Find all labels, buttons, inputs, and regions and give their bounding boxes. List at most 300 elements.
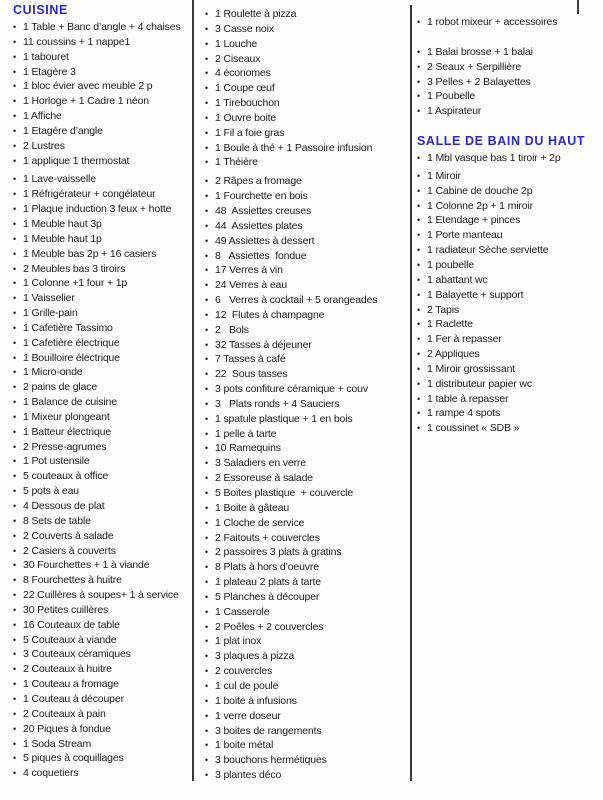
bullet-icon: • <box>13 308 17 319</box>
bullet-icon: • <box>205 384 209 395</box>
bullet-icon: • <box>417 274 421 285</box>
item-text: 4 économes <box>215 67 271 80</box>
bullet-icon: • <box>13 693 17 704</box>
list-item <box>205 412 405 427</box>
list-item <box>205 501 405 516</box>
item-text: 1 cul de poule <box>215 679 279 692</box>
item-text: 5 Boites plastique + couvercle <box>215 487 354 499</box>
list-item <box>13 202 194 217</box>
item-text: 1 Etagère 3 <box>23 65 76 78</box>
bullet-icon: • <box>13 322 17 333</box>
bullet-icon: • <box>205 502 209 513</box>
column-3-block-0 <box>417 15 603 30</box>
list-item <box>13 558 194 573</box>
list-item <box>205 545 405 560</box>
list-item <box>417 15 603 30</box>
bullet-icon: • <box>205 295 209 306</box>
item-text: 2 Poêles + 2 couvercles <box>215 620 324 633</box>
list-item <box>205 352 405 367</box>
bullet-icon: • <box>13 649 17 660</box>
item-text: 10 Ramequins <box>215 442 281 455</box>
column-divider-2 <box>410 5 412 781</box>
section-header-cuisine: CUISINE <box>13 3 68 17</box>
item-text: 1 rampe 4 spots <box>427 407 501 420</box>
item-text: 1 pelle à tarte <box>215 427 277 440</box>
item-text: 5 pots à eau <box>23 485 79 498</box>
item-text: 1 Miroir grossissant <box>427 362 516 375</box>
list-item <box>13 139 194 154</box>
item-text: 1 abattant wc <box>427 273 488 286</box>
item-text: 1 Cafetière électrique <box>23 336 120 349</box>
item-text: 1 Pot ustensile <box>23 455 90 468</box>
list-item <box>205 397 405 412</box>
list-item <box>417 184 603 199</box>
bullet-icon: • <box>13 140 17 151</box>
list-item <box>13 172 194 187</box>
item-text: 1 Table + Banc d’angle + 4 chaises <box>23 21 181 33</box>
item-text: 8 Assiettes fondue <box>215 249 307 262</box>
list-item <box>417 199 603 214</box>
list-item <box>205 664 405 679</box>
bullet-icon: • <box>205 265 209 276</box>
bullet-icon: • <box>205 191 209 202</box>
bullet-icon: • <box>417 76 421 87</box>
item-text: 20 Piques à fondue <box>23 722 111 735</box>
list-item <box>205 427 405 442</box>
list-item <box>13 65 194 80</box>
item-text: 1 Etendage + pinces <box>427 214 521 227</box>
bullet-icon: • <box>205 473 209 484</box>
bullet-icon: • <box>205 68 209 79</box>
item-text: 1 Cafetière Tassimo <box>23 321 113 334</box>
bullet-icon: • <box>205 324 209 335</box>
bullet-icon: • <box>13 111 17 122</box>
bullet-icon: • <box>205 606 209 617</box>
item-text: 1 Horloge + 1 Cadre 1 néon <box>23 95 149 108</box>
item-text: 1 tabouret <box>23 50 69 63</box>
list-item <box>205 471 405 486</box>
bullet-icon: • <box>13 768 17 779</box>
list-item <box>13 647 194 662</box>
item-text: 1 bloc évier avec meuble 2 p <box>23 80 153 93</box>
item-text: 2 Bols <box>215 323 249 336</box>
list-item <box>205 22 405 37</box>
bullet-icon: • <box>205 770 209 781</box>
bullet-icon: • <box>13 486 17 497</box>
bullet-icon: • <box>13 753 17 764</box>
list-item <box>13 722 194 737</box>
list-item <box>205 155 405 170</box>
bullet-icon: • <box>13 545 17 556</box>
bullet-icon: • <box>205 680 209 691</box>
item-text: 5 Planches à découper <box>215 590 320 603</box>
bullet-icon: • <box>205 755 209 766</box>
bullet-icon: • <box>417 200 421 211</box>
item-text: 44 Assiettes plates <box>215 219 303 232</box>
bullet-icon: • <box>13 96 17 107</box>
bullet-icon: • <box>205 354 209 365</box>
list-item <box>13 603 194 618</box>
list-item <box>13 336 194 351</box>
list-item <box>205 738 405 753</box>
bullet-icon: • <box>13 426 17 437</box>
bullet-icon: • <box>13 411 17 422</box>
list-item <box>205 634 405 649</box>
list-item <box>205 174 405 189</box>
list-item <box>13 410 194 425</box>
list-item <box>13 291 194 306</box>
item-text: 1 Balayette + support <box>427 288 524 301</box>
list-item <box>417 288 603 303</box>
list-item <box>13 573 194 588</box>
item-text: 30 Petites cuillères <box>23 603 109 616</box>
item-text: 22 Cuillères à soupes+ 1 à service <box>23 589 179 602</box>
bullet-icon: • <box>205 98 209 109</box>
list-item <box>205 204 405 219</box>
item-text: 3 bouchons hermétiques <box>215 754 327 767</box>
item-text: 3 Saladiers en verre <box>215 457 306 470</box>
item-text: 1 Colonne 2p + 1 miroir <box>427 199 533 212</box>
bullet-icon: • <box>417 61 421 72</box>
item-text: 32 Tasses à déjeuner <box>215 338 312 351</box>
bullet-icon: • <box>205 38 209 49</box>
item-text: 8 Sets de table <box>23 514 91 527</box>
bullet-icon: • <box>13 367 17 378</box>
bullet-icon: • <box>205 83 209 94</box>
item-text: 1 Louche <box>215 37 258 50</box>
bullet-icon: • <box>205 413 209 424</box>
list-item <box>205 620 405 635</box>
list-item <box>13 588 194 603</box>
list-item <box>13 365 194 380</box>
item-text: 1 spatule plastique + 1 en bois <box>215 412 353 425</box>
bullet-icon: • <box>13 634 17 645</box>
bullet-icon: • <box>13 189 17 200</box>
list-item <box>13 321 194 336</box>
bullet-icon: • <box>205 651 209 662</box>
item-text: 1 Couteau à découper <box>23 692 124 705</box>
bullet-icon: • <box>13 738 17 749</box>
bullet-icon: • <box>13 441 17 452</box>
list-item <box>205 323 405 338</box>
bullet-icon: • <box>205 695 209 706</box>
list-item <box>13 94 194 109</box>
list-item <box>13 633 194 648</box>
bullet-icon: • <box>205 220 209 231</box>
section-header-salle-de-bain-du-haut: SALLE DE BAIN DU HAUT <box>417 134 586 149</box>
item-text: 5 piques à coquillages <box>23 752 124 765</box>
list-item <box>417 60 603 75</box>
item-text: 1 Grille-pain <box>23 307 78 320</box>
list-item <box>205 293 405 308</box>
bullet-icon: • <box>13 81 17 92</box>
bullet-icon: • <box>205 621 209 632</box>
list-item <box>417 213 603 228</box>
item-text: 1 Réfrigérateur + congélateur <box>23 188 156 201</box>
bullet-icon: • <box>205 666 209 677</box>
list-item <box>417 303 603 318</box>
list-item <box>417 406 603 421</box>
bullet-icon: • <box>417 289 421 300</box>
item-text: 1 Colonne +1 four + 1p <box>23 277 128 290</box>
bullet-icon: • <box>417 46 421 57</box>
list-item <box>13 35 194 50</box>
item-text: 4 Dessous de plat <box>23 500 105 512</box>
list-item <box>205 96 405 111</box>
item-text: 1 Boule à thé + 1 Passoire infusion <box>215 141 373 154</box>
list-item <box>13 395 194 410</box>
bullet-icon: • <box>417 349 421 360</box>
bullet-icon: • <box>417 304 421 315</box>
list-item <box>205 263 405 278</box>
bullet-icon: • <box>205 458 209 469</box>
item-text: 3 plaques à pizza <box>215 650 295 663</box>
item-text: 1 Tirebouchon <box>215 97 280 110</box>
list-item <box>205 338 405 353</box>
item-text: 2 pains de glace <box>23 381 98 394</box>
item-text: 2 Râpes a fromage <box>215 175 302 188</box>
list-item <box>205 605 405 620</box>
bullet-icon: • <box>417 170 421 181</box>
bullet-icon: • <box>417 408 421 419</box>
item-text: 1 Poubelle <box>427 90 476 103</box>
bullet-icon: • <box>417 215 421 226</box>
item-text: 5 couteaux à office <box>23 470 109 483</box>
list-item <box>205 126 405 141</box>
list-item <box>13 79 194 94</box>
item-text: 1 Fer à repasser <box>427 333 502 346</box>
item-text: 1 robot mixeur + accessoires <box>427 16 558 28</box>
bullet-icon: • <box>13 352 17 363</box>
list-item <box>13 544 194 559</box>
column-3-block-4 <box>417 169 603 436</box>
column-2-block-0 <box>205 7 405 170</box>
bullet-icon: • <box>205 369 209 380</box>
list-item <box>13 154 194 169</box>
item-text: 1 poubelle <box>427 258 474 271</box>
item-text: 2 Seaux + Serpillière <box>427 60 522 73</box>
item-text: 8 Plats à hors d’oeuvre <box>215 561 319 574</box>
bullet-icon: • <box>205 710 209 721</box>
list-item <box>205 575 405 590</box>
item-text: 3 Couteaux céramiques <box>23 648 131 661</box>
item-text: 48 Assiettes creuses <box>215 204 312 217</box>
list-item <box>13 262 194 277</box>
list-item <box>13 380 194 395</box>
bullet-icon: • <box>13 218 17 229</box>
bullet-icon: • <box>205 205 209 216</box>
list-item <box>13 692 194 707</box>
bullet-icon: • <box>417 185 421 196</box>
list-item <box>417 169 603 184</box>
item-text: 1 Coupe œuf <box>215 82 275 95</box>
list-item <box>417 243 603 258</box>
item-text: 3 plantes déco <box>215 769 282 782</box>
list-item <box>205 531 405 546</box>
list-item <box>417 362 603 377</box>
list-item <box>205 694 405 709</box>
item-text: 1 Bouilloire électrique <box>23 351 120 364</box>
bullet-icon: • <box>13 278 17 289</box>
item-text: 1 Meuble haut 1p <box>23 232 102 245</box>
bullet-icon: • <box>205 339 209 350</box>
bullet-icon: • <box>13 22 17 32</box>
bullet-icon: • <box>13 66 17 77</box>
bullet-icon: • <box>13 155 17 166</box>
bullet-icon: • <box>13 382 17 393</box>
item-text: 16 Couteaux de table <box>23 618 120 631</box>
list-item <box>205 456 405 471</box>
top-right-line-fragment <box>577 0 579 14</box>
bullet-icon: • <box>205 23 209 34</box>
item-text: 1 Mixeur plongeant <box>23 410 110 423</box>
bullet-icon: • <box>205 547 209 558</box>
bullet-icon: • <box>13 575 17 586</box>
item-text: 1 Cloche de service <box>215 516 305 529</box>
list-item <box>13 20 194 35</box>
column-3-block-3 <box>417 151 603 166</box>
item-text: 22 Sous tasses <box>215 368 288 381</box>
list-item <box>205 52 405 67</box>
column-1-block-2 <box>13 172 194 781</box>
item-text: 1 plateau 2 plats à tarte <box>215 576 321 589</box>
list-item <box>417 151 603 166</box>
item-text: 1 applique 1 thermostat <box>23 154 130 167</box>
item-text: 1 Fil a foie gras <box>215 126 285 139</box>
item-text: 30 Fourchettes + 1 à viande <box>23 559 150 572</box>
column-cuisine-2 <box>205 7 405 783</box>
item-text: 1 verre doseur <box>215 709 281 722</box>
list-item <box>205 278 405 293</box>
bullet-icon: • <box>13 471 17 482</box>
list-item <box>13 50 194 65</box>
list-item <box>417 317 603 332</box>
bullet-icon: • <box>417 259 421 270</box>
list-item <box>205 249 405 264</box>
item-text: 2 Meubles bas 3 tiroirs <box>23 262 126 275</box>
column-divers-salle-de-bain <box>417 15 603 436</box>
bullet-icon: • <box>13 397 17 408</box>
list-item <box>205 679 405 694</box>
list-item <box>205 441 405 456</box>
item-text: 1 Roulette à pizza <box>215 8 297 20</box>
list-item <box>13 425 194 440</box>
bullet-icon: • <box>13 293 17 304</box>
list-item <box>13 766 194 781</box>
item-text: 1 Miroir <box>427 169 461 182</box>
item-text: 1 Soda Stream <box>23 737 92 750</box>
item-text: 1 table à repasser <box>427 392 509 405</box>
bullet-icon: • <box>205 577 209 588</box>
item-text: 2 Essoreuse à salade <box>215 472 313 485</box>
item-text: 1 Meuble haut 3p <box>23 217 102 230</box>
list-item <box>205 709 405 724</box>
item-text: 1 Casserole <box>215 605 270 618</box>
item-text: 11 coussins + 1 nappe1 <box>23 35 131 48</box>
bullet-icon: • <box>417 319 421 330</box>
item-text: 1 Ouvre boite <box>215 111 277 124</box>
bullet-icon: • <box>13 515 17 526</box>
item-text: 24 Verres à eau <box>215 279 287 292</box>
list-item <box>205 590 405 605</box>
bullet-icon: • <box>13 125 17 136</box>
item-text: 1 Fourchette en bois <box>215 190 308 203</box>
item-text: 1 Vaisselier <box>23 292 75 305</box>
list-item <box>205 516 405 531</box>
bullet-icon: • <box>205 9 209 19</box>
bullet-icon: • <box>205 443 209 454</box>
item-text: 2 Presse-agrumes <box>23 440 107 453</box>
bullet-icon: • <box>205 250 209 261</box>
list-item <box>205 753 405 768</box>
bullet-icon: • <box>205 428 209 439</box>
list-item <box>205 81 405 96</box>
item-text: 1 Etagère d’angle <box>23 124 103 137</box>
list-item <box>417 421 603 436</box>
item-text: 2 Appliques <box>427 348 480 361</box>
list-item <box>205 367 405 382</box>
list-item <box>417 377 603 392</box>
bullet-icon: • <box>417 91 421 102</box>
bullet-icon: • <box>13 233 17 244</box>
bullet-icon: • <box>13 560 17 571</box>
bullet-icon: • <box>205 112 209 123</box>
bullet-icon: • <box>205 725 209 736</box>
bullet-icon: • <box>417 230 421 241</box>
column-cuisine <box>13 2 194 781</box>
bullet-icon: • <box>205 127 209 138</box>
list-item <box>417 332 603 347</box>
list-item <box>417 228 603 243</box>
item-text: 2 Casiers à couverts <box>23 544 116 557</box>
list-item <box>205 382 405 397</box>
item-text: 1 Cabine de douche 2p <box>427 184 533 197</box>
list-item <box>417 89 603 104</box>
item-text: 2 Couverts à salade <box>23 529 114 542</box>
item-text: 49 Assiettes à dessert <box>215 234 315 247</box>
bullet-icon: • <box>205 309 209 320</box>
bullet-icon: • <box>205 157 209 168</box>
list-item <box>417 45 603 60</box>
list-item <box>205 66 405 81</box>
bullet-icon: • <box>417 423 421 434</box>
bullet-icon: • <box>13 604 17 615</box>
column-2-block-1 <box>205 174 405 783</box>
bullet-icon: • <box>205 176 209 187</box>
bullet-icon: • <box>205 142 209 153</box>
item-text: 2 Couteaux à huitre <box>23 663 112 676</box>
list-item <box>205 308 405 323</box>
item-text: 1 Porte manteau <box>427 229 503 242</box>
item-text: 2 couvercles <box>215 665 273 678</box>
item-text: 1 Mbl vasque bas 1 tiroir + 2p <box>427 152 561 165</box>
bullet-icon: • <box>205 532 209 543</box>
item-text: 1 Balance de cuisine <box>23 396 117 409</box>
list-item <box>205 111 405 126</box>
list-item <box>13 247 194 262</box>
bullet-icon: • <box>13 590 17 601</box>
item-text: 2 Tapis <box>427 303 460 316</box>
bullet-icon: • <box>13 204 17 215</box>
item-text: 1 boite métal <box>215 739 274 752</box>
item-text: 1 Micro-onde <box>23 366 83 379</box>
bullet-icon: • <box>13 679 17 690</box>
list-item <box>417 75 603 90</box>
list-item <box>417 392 603 407</box>
list-item <box>13 484 194 499</box>
list-item <box>205 724 405 739</box>
list-item <box>13 187 194 202</box>
